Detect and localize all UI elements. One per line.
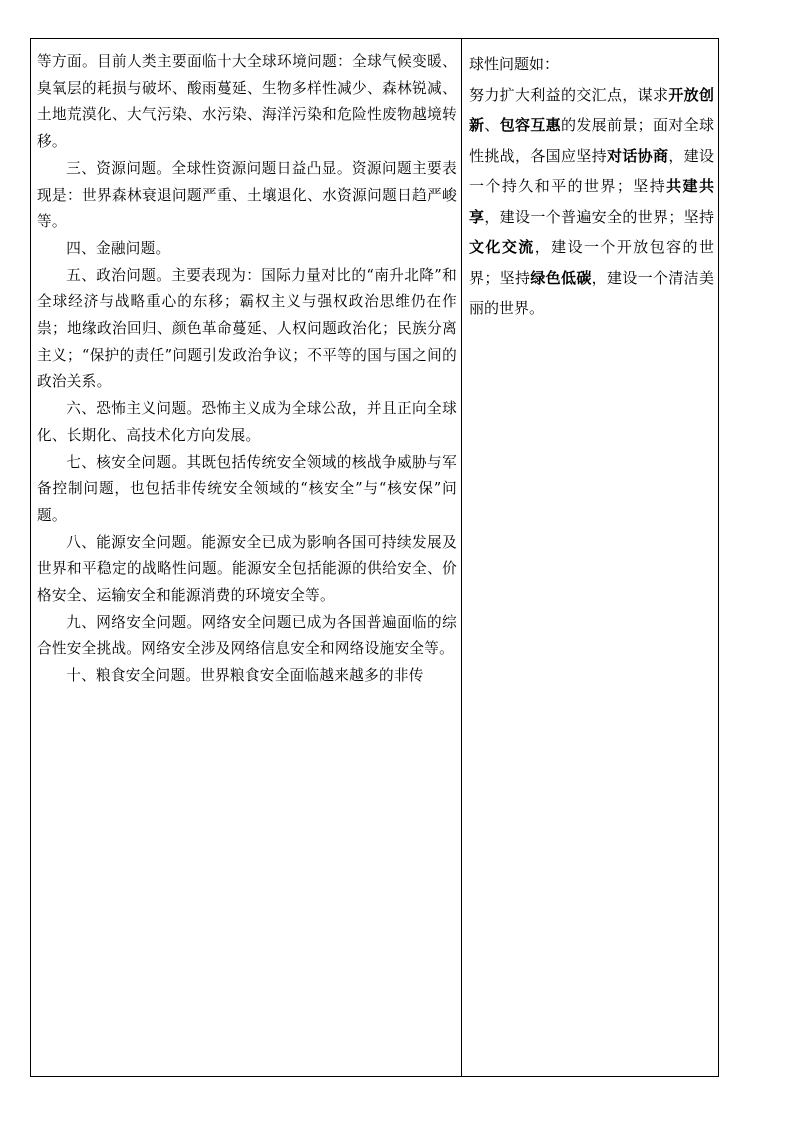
bold-keyword: 文化交流 (469, 238, 535, 256)
right-column-cell (462, 39, 718, 1076)
left-paragraph: 七、核安全问题。其既包括传统安全领域的核战争威胁与军备控制问题，也包括非传统安全领域的“核安全”与“核安保”问题。 (37, 453, 457, 524)
text-segment: ，建设一个清洁美丽的世界。 (469, 268, 714, 317)
left-paragraph: 等方面。目前人类主要面临十大全球环境问题：全球气候变暖、臭氧层的耗损与破坏、酸雨蔓延、生物多样性减少、森林锐减、土地荒漠化、大气污染、水污染、海洋污染和危险性废物越境转移。 (37, 53, 457, 151)
left-paragraph: 三、资源问题。全球性资源问题日益凸显。资源问题主要表现是：世界森林衰退问题严重、土壤退化、水资源问题日趋严峻等。 (37, 159, 457, 231)
text-segment: ，建设一个持久和平的世界；坚持 (469, 146, 714, 195)
text-segment: ，建设一个普遍安全的世界；坚持 (484, 207, 714, 226)
left-paragraph: 十、粮食安全问题。世界粮食安全面临越来越多的非传 (66, 667, 424, 685)
bold-keyword: 对话协商 (606, 146, 669, 165)
left-column-cell (31, 39, 462, 1076)
text-segment: 努力扩大利益的交汇点，谋求 (469, 85, 669, 104)
left-paragraph: 四、金融问题。 (66, 239, 171, 257)
left-paragraph: 五、政治问题。主要表现为：国际力量对比的“南升北降”和全球经济与战略重心的东移；霸权主义与强权政治思维仍在作祟；地缘政治回归、颜色革命蔓延、人权问题政治化；民族分离主义；“保护的责任”问题引发政治争议；不平等的国与国之间的政治关系。 (37, 266, 457, 391)
bold-keyword: 开放创新 (469, 85, 714, 134)
text-segment: 、 (484, 116, 500, 134)
text-segment: 的发展前景；面对全球性挑战，各国应坚持 (469, 116, 714, 165)
bold-keyword: 包容互惠 (499, 116, 562, 134)
content-table (30, 38, 719, 1077)
left-paragraph: 八、能源安全问题。能源安全已成为影响各国可持续发展及世界和平稳定的战略性问题。能源安全包括能源的供给安全、价格安全、运输安全和能源消费的环境安全等。 (37, 533, 457, 605)
text-segment: ，建设一个开放包容的世界；坚持 (469, 238, 714, 287)
left-paragraph: 六、恐怖主义问题。恐怖主义成为全球公敌，并且正向全球化、长期化、高技术化方向发展。 (37, 400, 457, 444)
left-paragraph: 九、网络安全问题。网络安全问题已成为各国普遍面临的综合性安全挑战。网络安全涉及网络信息安全和网络设施安全等。 (37, 613, 457, 658)
bold-keyword: 共建共享 (469, 177, 714, 226)
right-paragraph (469, 80, 714, 324)
right-paragraph (469, 49, 714, 80)
bold-keyword: 绿色低碳 (530, 268, 592, 287)
text-segment: 球性问题如： (469, 55, 560, 73)
